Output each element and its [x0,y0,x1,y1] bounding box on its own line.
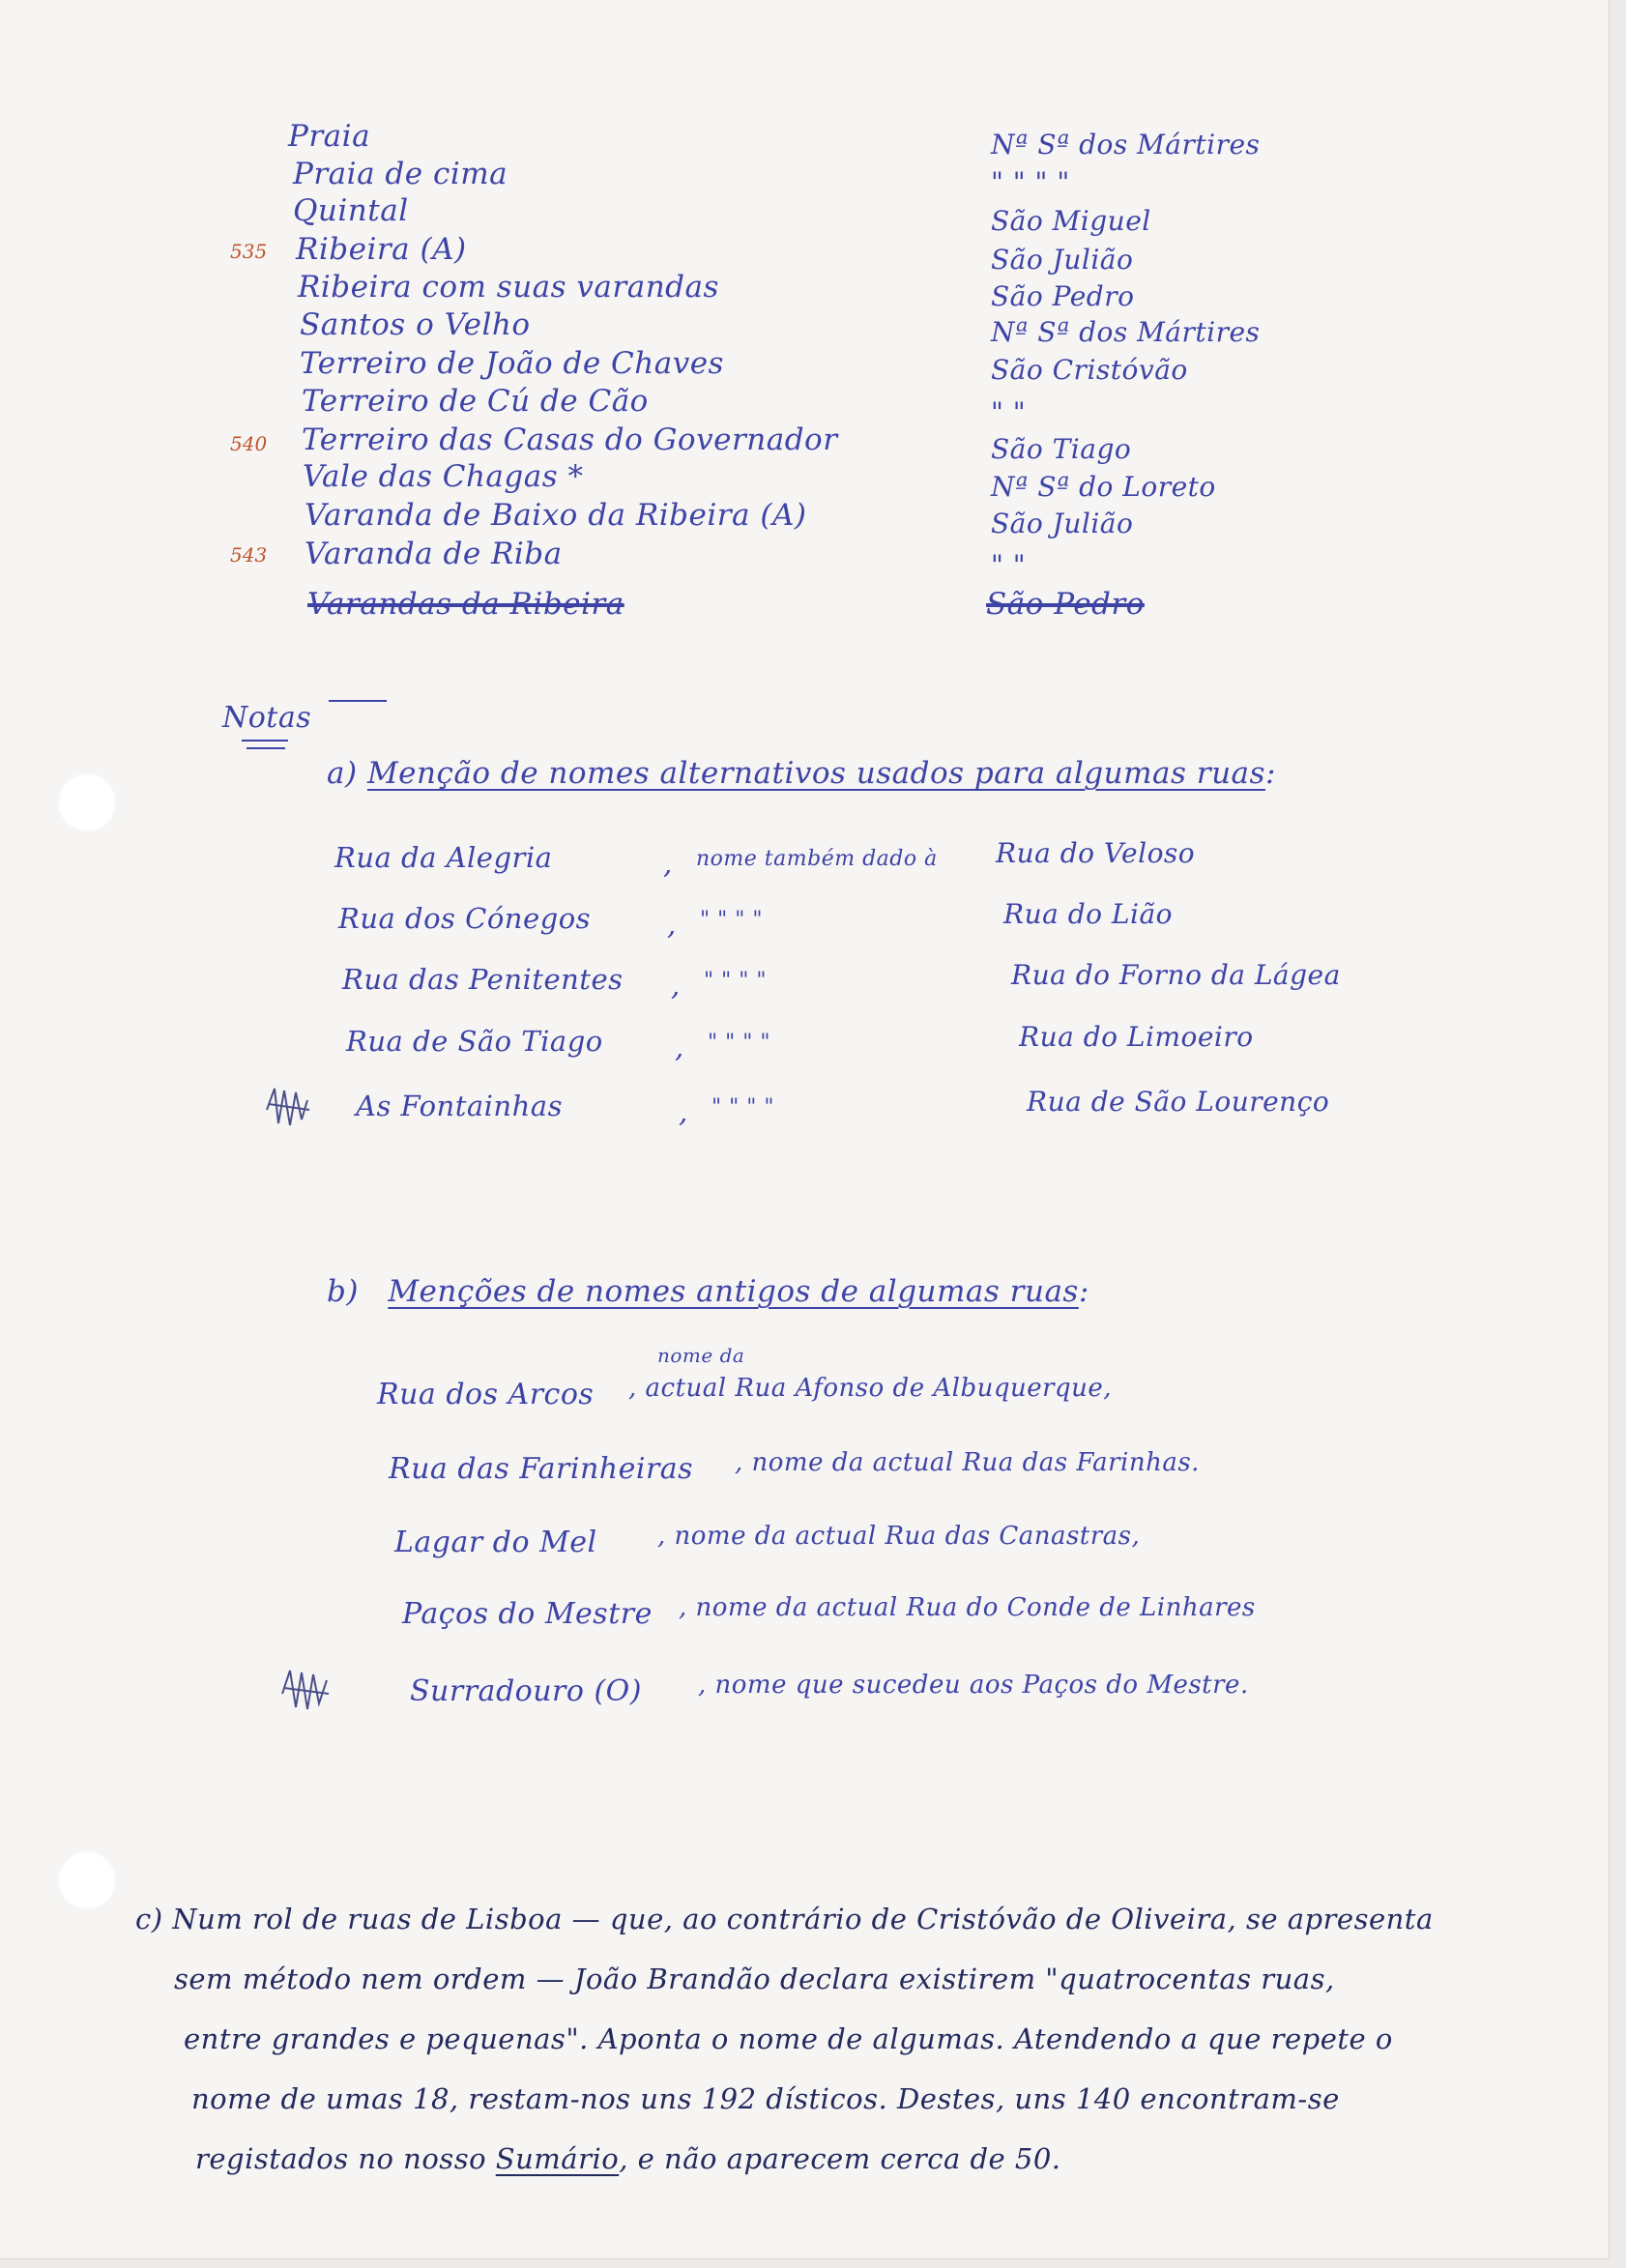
alt-description: " " " " [700,908,763,932]
old-street: Surradouro (O) [410,1674,642,1708]
section-a-label: a) [327,756,358,791]
paragraph-text: c) Num rol de ruas de Lisboa — que, ao contrário de Cristóvão de Oliveira, se apresenta [135,1903,1434,1935]
street-parish: São Julião [991,244,1134,276]
street-parish: " " [991,396,1027,428]
alt-description: " " " " [711,1095,774,1119]
section-a-heading: Menção de nomes alternativos usados para algumas ruas [366,756,1265,791]
street-name: Praia de cima [293,157,508,191]
underlined-title: Sumário [495,2142,620,2175]
alt-separator: , [671,969,681,1002]
street-parish: " " [991,549,1027,581]
alt-street: Rua de São Tiago [346,1025,603,1058]
punch-hole [58,1851,116,1909]
paragraph-line [191,2082,1340,2115]
street-name: Quintal [293,193,409,228]
section-a-title [327,756,1276,791]
alt-street: Rua das Penitentes [342,963,624,996]
alt-description: " " " " [708,1031,770,1055]
paragraph-line [135,1903,1434,1935]
street-parish: Nª Sª dos Mártires [991,129,1261,160]
dash-mark [329,700,387,702]
street-name: Terreiro das Casas do Governador [302,422,838,457]
alt-separator: , [675,1031,684,1063]
paragraph-text: entre grandes e pequenas". Aponta o nome de algumas. Atendendo a que repete o [184,2022,1393,2055]
section-b-colon: : [1078,1274,1089,1309]
punch-hole [58,773,116,831]
street-name: Vale das Chagas * [303,459,584,494]
street-parish: São Cristóvão [991,354,1188,386]
paragraph-line [184,2022,1393,2055]
paragraph-text: registados no nosso [195,2142,487,2175]
inserted-words: nome da [657,1344,745,1367]
old-description: , nome da actual Rua das Farinhas. [735,1448,1200,1477]
margin-number: 543 [230,543,268,567]
notes-heading: Notas [222,701,312,735]
alt-description: nome também dado à [696,847,938,871]
street-parish: Nª Sª do Loreto [991,471,1216,503]
alt-target-street: Rua de São Lourenço [1027,1086,1330,1118]
street-name: Santos o Velho [300,307,531,342]
paragraph-line [195,2142,1061,2175]
alt-target-street: Rua do Forno da Lágea [1011,959,1341,991]
street-parish: São Tiago [991,433,1132,465]
alt-target-street: Rua do Limoeiro [1019,1021,1254,1053]
old-description: , nome da actual Rua das Canastras, [657,1522,1141,1551]
street-parish: " " " " [991,166,1070,198]
alt-street: Rua da Alegria [334,841,553,874]
alt-target-street: Rua do Lião [1003,898,1173,930]
old-street: Rua dos Arcos [377,1378,595,1411]
street-parish: São Pedro [991,280,1135,312]
section-a-colon: : [1264,756,1276,791]
paragraph-text: sem método nem ordem — João Brandão declara existirem "quatrocentas ruas, [174,1963,1335,1995]
street-name: Varanda de Baixo da Ribeira (A) [305,498,807,533]
old-street: Rua das Farinheiras [389,1452,694,1486]
street-name: Ribeira (A) [296,232,467,267]
street-name: Terreiro de João de Chaves [300,346,724,381]
alt-separator: , [663,847,673,880]
old-street: Paços do Mestre [402,1597,653,1631]
heading-underline [242,740,288,741]
old-street: Lagar do Mel [394,1526,597,1559]
alt-street: Rua dos Cónegos [338,902,592,935]
alt-separator: , [667,908,677,941]
heading-underline [247,747,285,749]
street-parish: São Miguel [991,205,1151,237]
margin-number: 535 [230,240,268,263]
old-description: , actual Rua Afonso de Albuquerque, [628,1374,1113,1403]
street-parish: Nª Sª dos Mártires [991,316,1261,348]
street-parish: São Julião [991,508,1134,539]
section-b-heading: Menções de nomes antigos de algumas ruas [388,1274,1079,1309]
struck-parish: São Pedro [986,587,1145,622]
alt-description: " " " " [704,969,767,993]
street-name: Ribeira com suas varandas [298,270,719,305]
struck-street: Varandas da Ribeira [307,587,624,622]
street-name: Praia [288,119,371,154]
street-name: Varanda de Riba [305,537,563,571]
paragraph-text: nome de umas 18, restam-nos uns 192 dísticos. Destes, uns 140 encontram-se [191,2082,1340,2115]
section-b-title [327,1274,1089,1309]
section-b-label: b) [327,1274,359,1309]
alt-target-street: Rua do Veloso [996,837,1196,869]
scribble-mark [278,1661,333,1717]
paragraph-line [174,1963,1335,1995]
margin-number: 540 [230,432,268,455]
paragraph-tail: , e não aparecem cerca de 50. [619,2142,1061,2175]
alt-street: As Fontainhas [356,1090,563,1122]
street-name: Terreiro de Cú de Cão [302,384,649,419]
alt-separator: , [679,1095,688,1128]
old-description: , nome da actual Rua do Conde de Linhares [679,1593,1256,1622]
old-description: , nome que sucedeu aos Paços do Mestre. [698,1671,1249,1700]
scribble-mark [263,1081,313,1133]
